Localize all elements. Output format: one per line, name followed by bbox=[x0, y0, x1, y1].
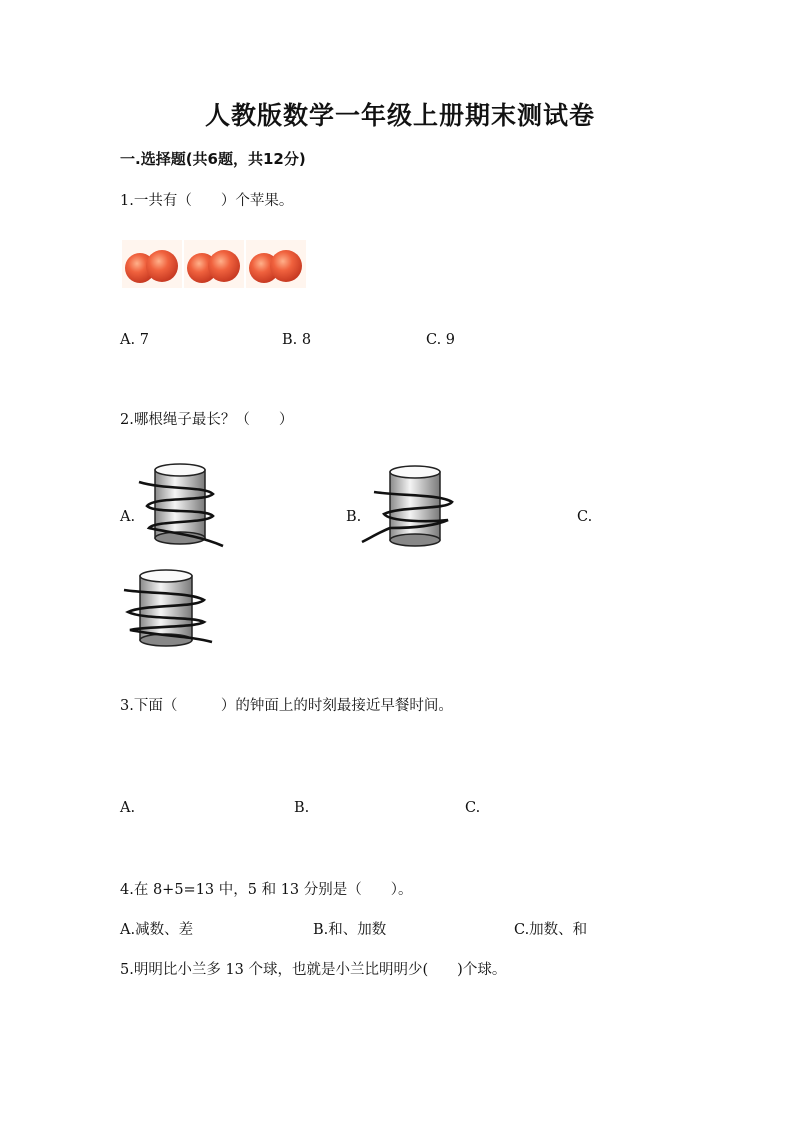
apple-group bbox=[184, 240, 244, 288]
q3-option-c[interactable]: C. bbox=[465, 800, 481, 816]
q3-option-a[interactable]: A. bbox=[120, 800, 136, 816]
rope-cylinder-b bbox=[360, 462, 460, 552]
clock-face-c bbox=[485, 756, 557, 828]
clock-face-b bbox=[321, 756, 393, 828]
q4-option-b[interactable]: B.和、加数 bbox=[313, 922, 387, 938]
section-heading: 一.选择题(共6题，共12分) bbox=[120, 150, 306, 168]
question-1-stem: 1.一共有（ ）个苹果。 bbox=[120, 193, 294, 209]
q4-option-a[interactable]: A.减数、差 bbox=[120, 922, 194, 938]
question-3-stem: 3.下面（ ）的钟面上的时刻最接近早餐时间。 bbox=[120, 698, 453, 714]
q4-option-c[interactable]: C.加数、和 bbox=[514, 922, 588, 938]
page-title: 人教版数学一年级上册期末测试卷 bbox=[204, 101, 595, 130]
q1-option-b[interactable]: B. 8 bbox=[282, 332, 312, 348]
question-5-stem: 5.明明比小兰多 13 个球，也就是小兰比明明少( )个球。 bbox=[120, 962, 507, 978]
q3-option-b[interactable]: B. bbox=[294, 800, 310, 816]
apple-group bbox=[246, 240, 306, 288]
apples-image bbox=[122, 240, 308, 290]
q2-option-b[interactable]: B. bbox=[346, 509, 362, 525]
rope-cylinder-c bbox=[120, 566, 220, 650]
q1-option-a[interactable]: A. 7 bbox=[120, 332, 149, 348]
clock-face-a bbox=[145, 758, 217, 830]
rope-cylinder-a bbox=[135, 460, 225, 550]
q1-option-c[interactable]: C. 9 bbox=[426, 332, 456, 348]
q2-option-a[interactable]: A. bbox=[120, 509, 136, 525]
question-2-stem: 2.哪根绳子最长？（ ） bbox=[120, 412, 294, 428]
question-4-stem: 4.在 8+5=13 中，5 和 13 分别是（ ）。 bbox=[120, 882, 413, 898]
apple-group bbox=[122, 240, 182, 288]
q2-option-c[interactable]: C. bbox=[577, 509, 593, 525]
